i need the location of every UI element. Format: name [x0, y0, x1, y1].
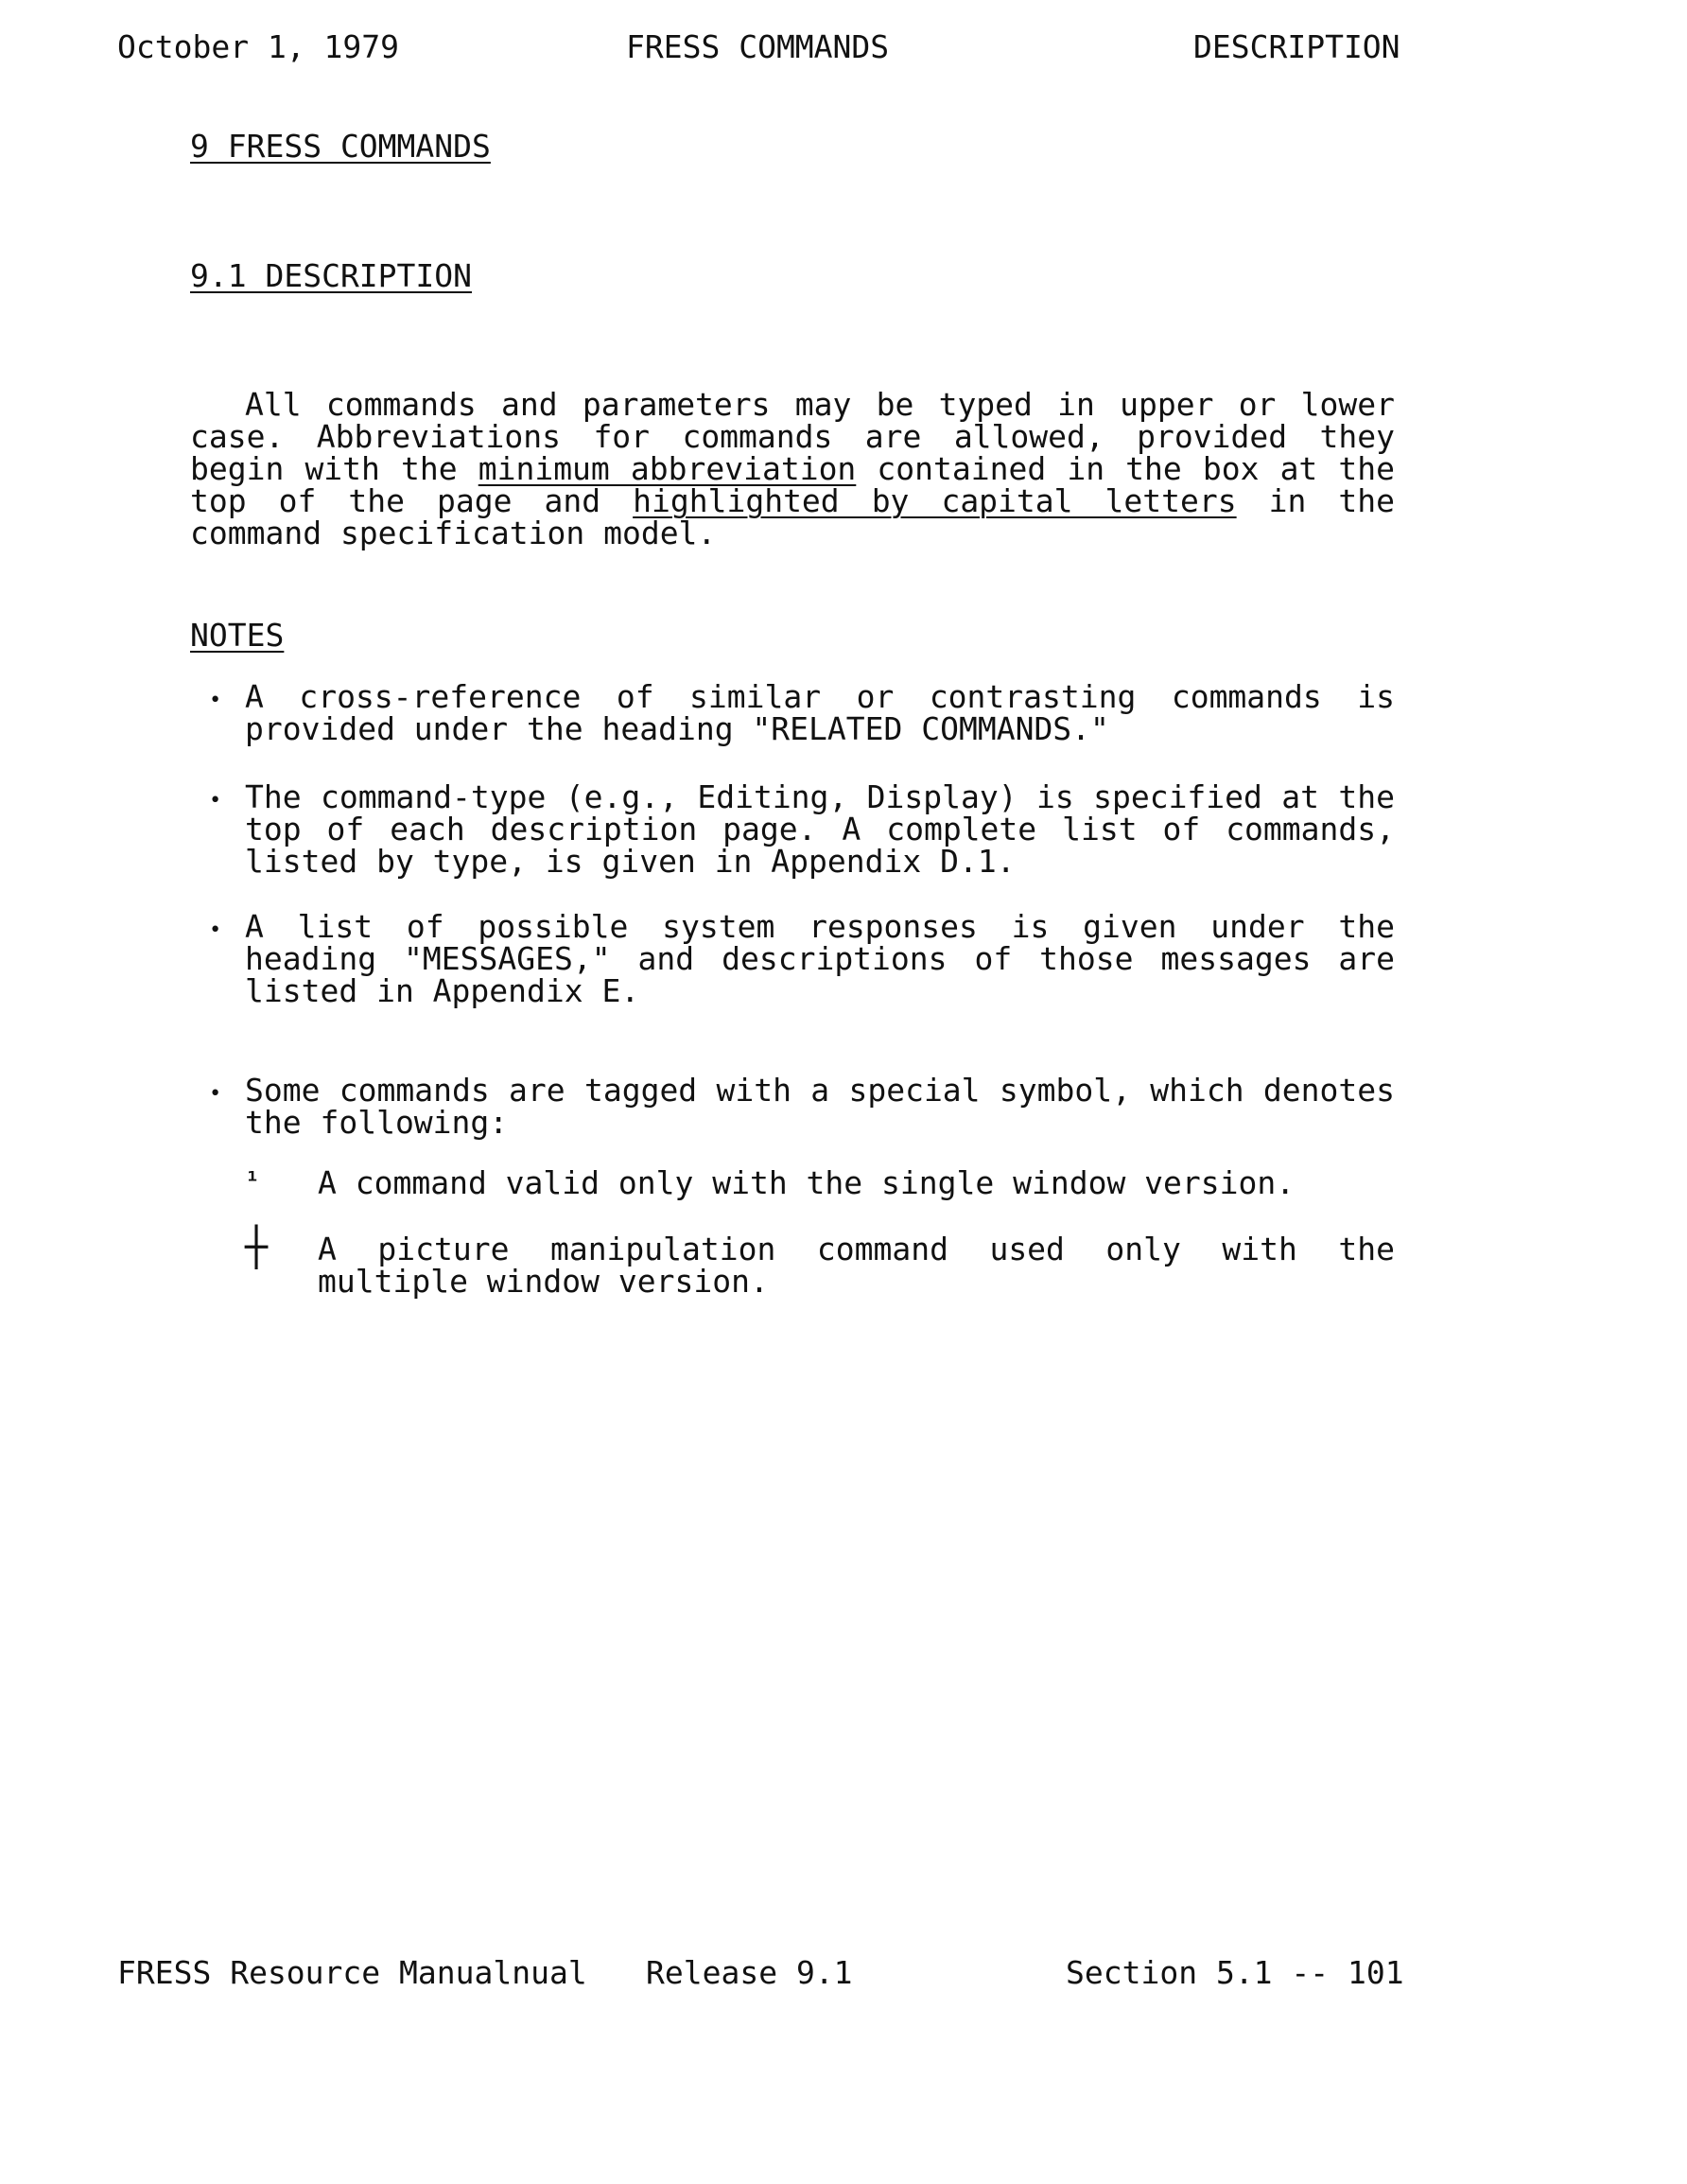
bullet-icon: • [209, 689, 222, 712]
symbol-description-multiple-window: A picture manipulation command used only with the multiple window version. [318, 1231, 1395, 1300]
symbol-description-single-window: A command valid only with the single window version. [318, 1164, 1296, 1201]
bullet-icon: • [209, 918, 222, 942]
cross-bar-symbol: ┼ [245, 1226, 269, 1269]
superscript-one-symbol: ¹ [245, 1167, 260, 1196]
intro-text-2: contained in the box at the top of the page and [190, 450, 1396, 519]
note-item-special-symbols: Some commands are tagged with a special symbol, which denotes the following: [245, 1072, 1395, 1141]
header-title: FRESS COMMANDS [626, 28, 890, 65]
chapter-heading: 9 FRESS COMMANDS [190, 128, 491, 165]
minimum-abbreviation-underlined: minimum abbreviation [478, 450, 857, 487]
capital-letters-underlined: highlighted by capital letters [633, 482, 1237, 519]
footer-manual-title: FRESS Resource Manualnual [117, 1954, 587, 1991]
note-item-messages: A list of possible system responses is given under the heading "MESSAGES," and descriptions of those messages are listed in Appendix E. [245, 908, 1395, 1009]
header-section: DESCRIPTION [1193, 28, 1400, 65]
bullet-icon: • [209, 1082, 222, 1106]
section-heading: 9.1 DESCRIPTION [190, 257, 473, 294]
note-item-command-type: The command-type (e.g., Editing, Display) is specified at the top of each description page. A complete list of commands, listed by type, is given in Appendix D.1. [245, 778, 1395, 880]
intro-paragraph [190, 386, 1396, 551]
bullet-icon: • [209, 789, 222, 812]
footer-release: Release 9.1 [646, 1954, 853, 1991]
note-item-cross-reference: A cross-reference of similar or contrasting commands is provided under the heading "RELATED COMMANDS." [245, 678, 1395, 747]
notes-heading: NOTES [190, 617, 285, 654]
footer-page-number: Section 5.1 -- 101 [1066, 1954, 1404, 1991]
intro-text-1: All commands and parameters may be typed in upper or lower case. Abbreviations for commands are allowed, provided they begin with the [190, 386, 1395, 487]
intro-text-3: in the command specification model. [190, 482, 1396, 551]
header-date: October 1, 1979 [117, 28, 400, 65]
